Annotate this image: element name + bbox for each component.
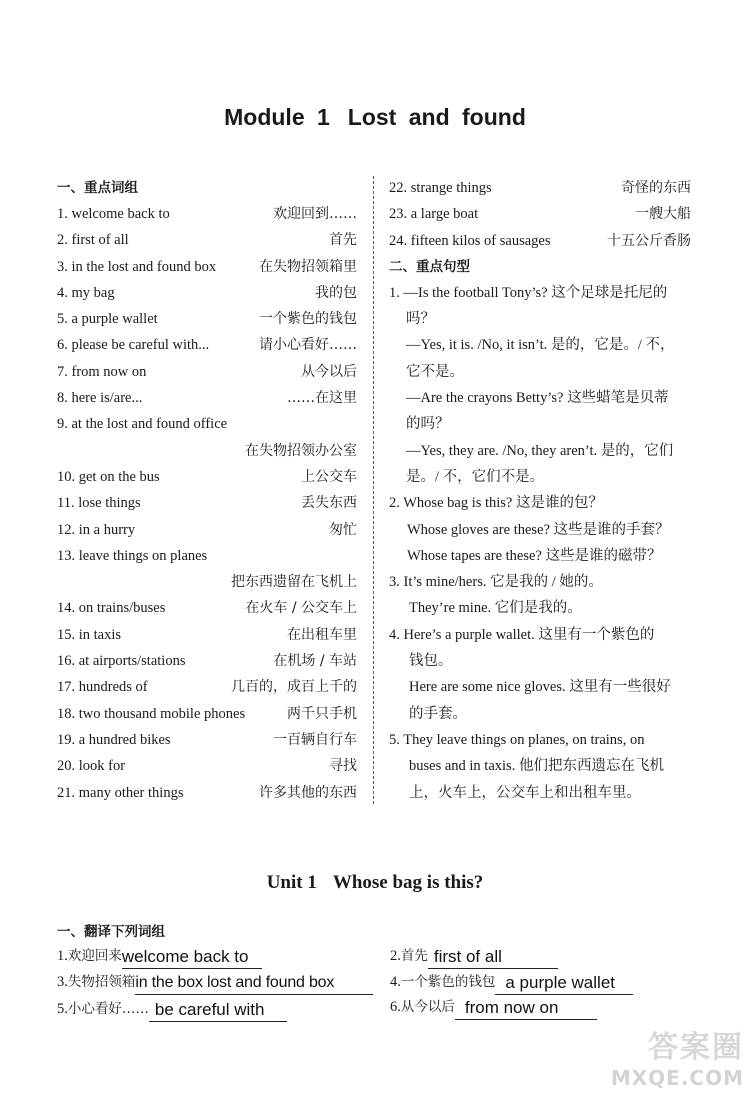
phrase-row [57, 411, 357, 437]
column-divider [373, 176, 374, 804]
phrase-cn: 请小心看好…… [259, 337, 357, 354]
phrase-cn: 两千只手机 [287, 705, 357, 722]
phrase-cn: 在出租车里 [287, 626, 357, 643]
phrase-row [57, 780, 357, 806]
phrase-cn: 上公交车 [301, 468, 357, 485]
phrase-row [57, 490, 357, 516]
sentence-line: 4. Here’s a purple wallet. 这里有一个紫色的 [389, 626, 655, 643]
phrase-row [57, 753, 357, 779]
sentence-line: 上，火车上，公交车上和出租车里。 [409, 784, 641, 801]
exercise-prompt: 欢迎回来 [67, 948, 122, 964]
exercise-prompt: 小心看好…… [67, 1001, 149, 1017]
module-name: Lost and found [347, 104, 526, 130]
phrase-row [57, 648, 357, 674]
phrase-en: 14. on trains/buses [57, 600, 166, 617]
phrase-cn: 把东西遗留在飞机上 [231, 574, 357, 591]
exercise-item [57, 943, 262, 969]
phrase-row [57, 201, 357, 227]
unit-number: Unit 1 [266, 872, 317, 893]
phrase-row [57, 464, 357, 490]
exercise-prompt: 首先 [400, 948, 428, 964]
sentence-line: 钱包。 [409, 653, 453, 670]
phrase-en: 20. look for [57, 758, 126, 775]
phrase-en: 24. fifteen kilos of sausages [389, 232, 551, 249]
exercise-item [390, 969, 633, 995]
phrase-en: 4. my bag [57, 284, 115, 301]
phrase-row [57, 254, 357, 280]
sentence-line: Whose tapes are these? 这些是谁的磁带？ [407, 547, 662, 564]
phrases-heading: 一、重点词组 [57, 180, 138, 196]
sentence-line: Here are some nice gloves. 这里有一些很好 [409, 679, 671, 696]
phrase-en: 5. a purple wallet [57, 311, 158, 328]
exercise-prompt: 一个紫色的钱包 [400, 974, 496, 990]
exercise-number: 6. [390, 999, 401, 1015]
phrase-row [57, 622, 357, 648]
sentence-block-2 [389, 490, 691, 569]
exercise-number: 5. [57, 1001, 68, 1017]
phrase-row [57, 595, 357, 621]
phrase-cn: 几百的，成百上千的 [231, 679, 357, 696]
phrase-en: 15. in taxis [57, 626, 122, 643]
phrase-cn: 我的包 [315, 284, 357, 301]
phrase-cn: 在机场 / 车站 [273, 653, 357, 670]
phrase-row [57, 332, 357, 358]
module-number: Module 1 [224, 104, 330, 130]
phrase-row [57, 280, 357, 306]
phrase-en: 13. leave things on planes [57, 547, 208, 564]
unit-title [0, 872, 750, 894]
exercise-item [390, 943, 558, 969]
exercise-item [57, 996, 287, 1022]
phrase-row-continued [57, 569, 357, 595]
unit-name: Whose bag is this? [332, 872, 484, 893]
phrase-cn: 十五公斤香肠 [607, 232, 691, 249]
exercise-number: 4. [390, 974, 401, 990]
phrase-cn: 匆忙 [329, 521, 357, 538]
sentence-line: 吗？ [406, 311, 435, 328]
phrase-en: 10. get on the bus [57, 468, 160, 485]
exercise-number: 1. [57, 948, 68, 964]
sentence-line: —Yes, they are. /No, they aren’t. 是的，它们 [406, 442, 674, 459]
phrase-row [57, 306, 357, 332]
phrase-en: 22. strange things [389, 180, 492, 196]
sentence-line: 1. —Is the football Tony’s? 这个足球是托尼的 [389, 284, 668, 301]
phrase-en: 23. a large boat [389, 206, 479, 223]
phrase-en: 6. please be careful with... [57, 337, 210, 354]
phrase-cn: 在火车 / 公交车上 [245, 600, 357, 617]
phrase-cn: 许多其他的东西 [259, 784, 357, 801]
phrase-row [57, 674, 357, 700]
phrase-cn: 一个紫色的钱包 [259, 311, 357, 328]
phrases-left-column [57, 175, 357, 806]
exercise-heading: 一、翻译下列词组 [57, 924, 165, 940]
exercise-prompt: 失物招领箱 [67, 974, 136, 990]
exercise-prompt: 从今以后 [400, 999, 455, 1015]
watermark-logo-text: 答案圈 [648, 1030, 744, 1065]
phrase-cn: ……在这里 [287, 390, 357, 407]
watermark-domain: MXQE.COM [610, 1066, 744, 1090]
answer-field[interactable]: first of all [428, 947, 558, 969]
phrase-cn: 寻找 [329, 758, 357, 775]
phrase-row [389, 175, 691, 201]
sentence-block-3 [389, 569, 691, 622]
phrases-right-column [389, 175, 691, 806]
phrase-en: 2. first of all [57, 232, 129, 249]
phrase-cn: 一百辆自行车 [273, 731, 357, 748]
sentence-line: buses and in taxis. 他们把东西遗忘在飞机 [409, 758, 664, 775]
phrase-en: 18. two thousand mobile phones [57, 705, 246, 722]
phrase-row [389, 201, 691, 227]
phrase-en: 1. welcome back to [57, 206, 170, 222]
phrase-en: 3. in the lost and found box [57, 258, 217, 275]
phrase-cn: 从今以后 [301, 363, 357, 380]
answer-field[interactable]: be careful with [149, 1000, 287, 1022]
phrase-en: 19. a hundred bikes [57, 731, 171, 748]
sentence-line: 2. Whose bag is this? 这是谁的包？ [389, 495, 603, 512]
sentences-heading: 二、重点句型 [389, 258, 470, 275]
phrase-en: 9. at the lost and found office [57, 416, 228, 433]
exercise-number: 3. [57, 974, 68, 990]
answer-field[interactable]: from now on [455, 998, 597, 1020]
phrase-row [57, 543, 357, 569]
phrase-row [57, 385, 357, 411]
site-watermark [611, 1022, 744, 1090]
sentence-line: 是。/ 不，它们不是。 [406, 468, 545, 485]
exercise-item [57, 969, 373, 995]
sentence-block-1 [389, 280, 691, 490]
phrase-en: 21. many other things [57, 784, 184, 801]
phrase-cn: 在失物招领办公室 [245, 442, 357, 459]
phrase-en: 11. lose things [57, 495, 141, 512]
phrase-row [57, 701, 357, 727]
phrase-row [57, 517, 357, 543]
sentence-line: 它不是。 [406, 363, 464, 380]
phrase-en: 12. in a hurry [57, 521, 136, 538]
phrase-en: 7. from now on [57, 363, 147, 380]
sentence-line: —Yes, it is. /No, it isn’t. 是的，它是。/ 不， [406, 337, 675, 354]
phrase-row-continued [57, 438, 357, 464]
phrase-row [389, 228, 691, 254]
answer-field[interactable]: in the box lost and found box [135, 973, 373, 995]
sentence-line: 的手套。 [409, 705, 467, 722]
phrase-row [57, 359, 357, 385]
sentence-line: Whose gloves are these? 这些是谁的手套？ [407, 521, 670, 538]
sentence-line: They’re mine. 它们是我的。 [409, 600, 582, 617]
phrase-row [57, 727, 357, 753]
sentence-line: 5. They leave things on planes, on trains, on [389, 731, 645, 748]
exercise-number: 2. [390, 948, 401, 964]
sentence-line: 3. It’s mine/hers. 它是我的 / 她的。 [389, 574, 603, 591]
phrase-cn: 丢失东西 [301, 495, 357, 512]
sentence-line: 的吗？ [406, 416, 450, 433]
sentence-block-5 [389, 727, 691, 806]
phrase-cn: 首先 [329, 232, 357, 249]
phrase-cn: 欢迎回到…… [273, 206, 357, 222]
phrase-en: 17. hundreds of [57, 679, 148, 696]
phrase-en: 16. at airports/stations [57, 653, 186, 670]
sentence-line: —Are the crayons Betty’s? 这些蜡笔是贝蒂 [406, 390, 669, 407]
phrase-cn: 在失物招领箱里 [259, 258, 357, 275]
answer-field[interactable]: a purple wallet [495, 973, 633, 995]
module-title [0, 104, 750, 131]
phrase-cn: 一艘大船 [635, 206, 691, 223]
sentence-block-4 [389, 622, 691, 727]
exercise-item [390, 994, 597, 1020]
phrase-row [57, 227, 357, 253]
phrase-cn: 奇怪的东西 [621, 180, 691, 196]
answer-field[interactable]: welcome back to [122, 947, 262, 969]
phrase-en: 8. here is/are... [57, 390, 143, 407]
